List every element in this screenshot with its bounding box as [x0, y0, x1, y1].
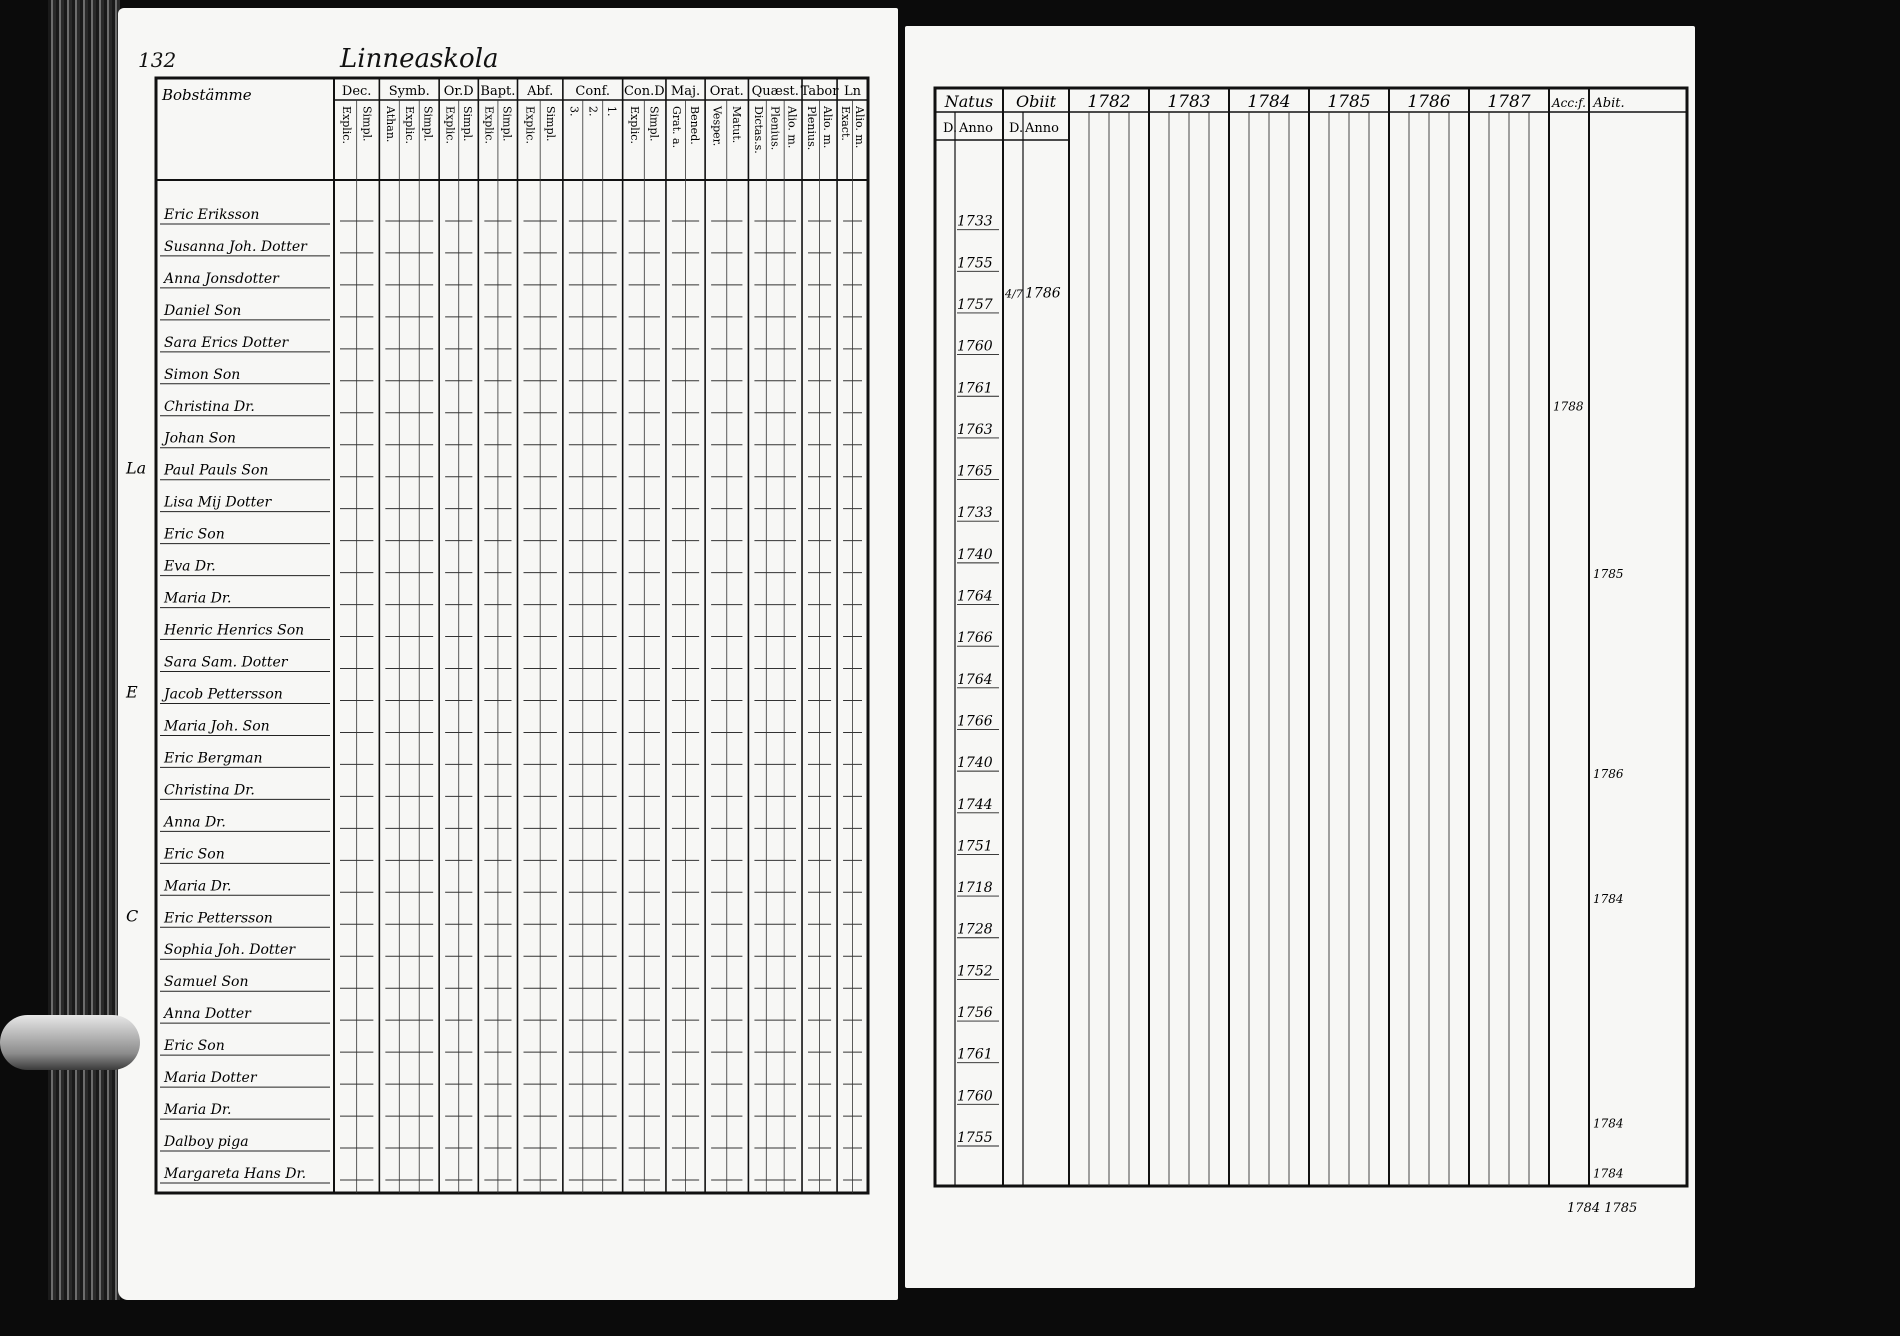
birth-year: 1766: [957, 630, 993, 647]
birth-year: 1765: [957, 463, 993, 480]
sub-column-label: Alio. m.: [821, 106, 835, 149]
year-header: 1783: [1167, 92, 1211, 112]
birth-year: 1755: [957, 255, 993, 272]
person-name: Lisa Mij Dotter: [164, 494, 272, 511]
person-name: Eric Son: [164, 846, 225, 863]
sub-column-label: Simpl.: [360, 106, 374, 142]
sub-column-label: Simpl.: [421, 106, 435, 142]
sub-column-label: Matut.: [730, 106, 744, 144]
person-name: Samuel Son: [164, 974, 249, 991]
sub-column-label: Explic.: [482, 106, 496, 144]
birth-year: 1763: [957, 421, 993, 438]
person-name: Eric Pettersson: [164, 910, 273, 927]
birth-year: 1761: [957, 380, 993, 397]
obiit-day-header: D.: [1009, 121, 1024, 136]
birth-year: 1764: [957, 588, 993, 605]
book-page-edges: [48, 0, 120, 1300]
person-name: Eric Eriksson: [164, 206, 260, 223]
person-name: Maria Dr.: [164, 1102, 232, 1119]
person-name: Eric Son: [164, 1038, 225, 1055]
natus-header: Natus: [944, 92, 994, 111]
abiit-year: 1786: [1593, 766, 1624, 781]
death-day: 4/7: [1005, 287, 1023, 301]
sub-column-label: Alio. m.: [785, 106, 799, 149]
birth-year: 1740: [957, 546, 993, 563]
abiit-header: Abit.: [1593, 96, 1625, 111]
person-name: Christina Dr.: [164, 782, 255, 799]
column-header-label: Tabor: [800, 84, 839, 99]
abiit-year: 1784: [1593, 1116, 1624, 1131]
accessit-header: Acc:f.: [1552, 96, 1586, 110]
household-mark: E: [126, 682, 138, 702]
birth-year: 1764: [957, 671, 993, 688]
birth-year: 1760: [957, 1088, 993, 1105]
household-mark: La: [126, 458, 147, 478]
sub-column-label: Simpl.: [543, 106, 557, 142]
person-name: Sara Erics Dotter: [164, 334, 289, 351]
column-header-label: Con.D: [623, 84, 665, 99]
birth-year: 1744: [957, 796, 993, 813]
person-name: Dalboy piga: [164, 1134, 249, 1151]
sub-column-label: 3.: [567, 106, 581, 117]
person-name: Eric Bergman: [164, 750, 263, 767]
person-name: Jacob Pettersson: [164, 686, 283, 703]
column-header-label: Or.D: [443, 84, 474, 99]
sub-column-label: Plenius.: [805, 106, 819, 151]
person-name: Eric Son: [164, 526, 225, 543]
person-name: Eva Dr.: [164, 558, 216, 575]
left-grid: [118, 8, 898, 1300]
sub-column-label: Explic.: [443, 106, 457, 144]
person-name: Sara Sam. Dotter: [164, 654, 288, 671]
person-name: Anna Dotter: [164, 1006, 251, 1023]
column-header-label: Abf.: [527, 84, 554, 99]
sub-column-label: Simpl.: [500, 106, 514, 142]
person-name: Simon Son: [164, 366, 241, 383]
sub-column-label: Explic.: [402, 106, 416, 144]
abiit-year: 1785: [1593, 566, 1624, 581]
column-header-label: Dec.: [341, 84, 372, 99]
year-header: 1784: [1247, 92, 1291, 112]
abiit-year: 1784: [1593, 1166, 1624, 1181]
column-header-label: Conf.: [575, 84, 611, 99]
column-header-label: Quæst.: [751, 84, 799, 99]
sub-column-label: Exact.: [839, 106, 853, 141]
right-register-page: [905, 26, 1695, 1288]
accessit-year: 1788: [1553, 399, 1584, 414]
birth-year: 1756: [957, 1005, 993, 1022]
column-header-label: Orat.: [709, 84, 744, 99]
year-header: 1786: [1407, 92, 1451, 112]
birth-year: 1740: [957, 755, 993, 772]
sub-column-label: Simpl.: [461, 106, 475, 142]
sub-column-label: Bened.: [687, 106, 701, 145]
person-name: Anna Jonsdotter: [164, 270, 279, 287]
person-name: Maria Dr.: [164, 590, 232, 607]
person-name: Margareta Hans Dr.: [164, 1166, 307, 1182]
sub-column-label: Dictas.s.: [751, 106, 765, 154]
footer-note: 1784 1785: [1567, 1201, 1638, 1216]
birth-year: 1760: [957, 338, 993, 355]
birth-year: 1761: [957, 1046, 993, 1063]
person-name: Christina Dr.: [164, 398, 255, 415]
column-header-label: Maj.: [670, 84, 701, 99]
sub-column-label: Explic.: [627, 106, 641, 144]
birth-year: 1733: [957, 505, 993, 522]
book-clasp: [0, 1015, 140, 1070]
name-column-header: Bobstämme: [162, 86, 252, 104]
column-header-label: Symb.: [388, 84, 430, 99]
natus-year-header: Anno: [959, 121, 993, 136]
person-name: Henric Henrics Son: [164, 622, 305, 639]
sub-column-label: 2.: [586, 106, 600, 117]
sub-column-label: Grat. a.: [670, 106, 684, 149]
birth-year: 1728: [957, 921, 993, 938]
natus-day-header: D.: [943, 121, 958, 136]
household-mark: C: [126, 906, 139, 926]
village-heading: Linneaskola: [340, 44, 499, 74]
person-name: Maria Joh. Son: [164, 718, 270, 735]
year-header: 1787: [1487, 92, 1531, 112]
obiit-year-header: Anno: [1025, 121, 1059, 136]
obiit-header: Obiit: [1015, 92, 1057, 111]
person-name: Anna Dr.: [164, 814, 226, 831]
sub-column-label: Simpl.: [647, 106, 661, 142]
right-grid: [905, 26, 1695, 1288]
person-name: Maria Dr.: [164, 878, 232, 895]
person-name: Paul Pauls Son: [164, 462, 269, 479]
person-name: Susanna Joh. Dotter: [164, 238, 307, 255]
birth-year: 1752: [957, 963, 993, 980]
person-name: Maria Dotter: [164, 1070, 257, 1087]
column-header-label: Ln: [844, 84, 862, 99]
column-header-label: Bapt.: [480, 84, 516, 99]
birth-year: 1755: [957, 1130, 993, 1146]
sub-column-label: Explic.: [523, 106, 537, 144]
death-year: 1786: [1025, 285, 1061, 302]
abiit-year: 1784: [1593, 891, 1624, 906]
sub-column-label: Explic.: [339, 106, 353, 144]
year-header: 1782: [1087, 92, 1131, 112]
birth-year: 1766: [957, 713, 993, 730]
sub-column-label: Alio. m.: [853, 106, 867, 149]
right-table-border: [935, 88, 1687, 1186]
left-register-page: [118, 8, 898, 1300]
person-name: Daniel Son: [164, 302, 242, 319]
year-header: 1785: [1327, 92, 1371, 112]
page-number: 132: [138, 48, 177, 72]
sub-column-label: Vesper.: [710, 106, 724, 147]
birth-year: 1733: [957, 213, 993, 230]
birth-year: 1718: [957, 880, 993, 897]
sub-column-label: Athan.: [384, 106, 398, 143]
person-name: Sophia Joh. Dotter: [164, 942, 296, 959]
sub-column-label: 1.: [604, 106, 618, 117]
birth-year: 1757: [957, 296, 993, 313]
person-name: Johan Son: [164, 430, 236, 447]
sub-column-label: Plenius.: [768, 106, 782, 151]
birth-year: 1751: [957, 838, 993, 855]
